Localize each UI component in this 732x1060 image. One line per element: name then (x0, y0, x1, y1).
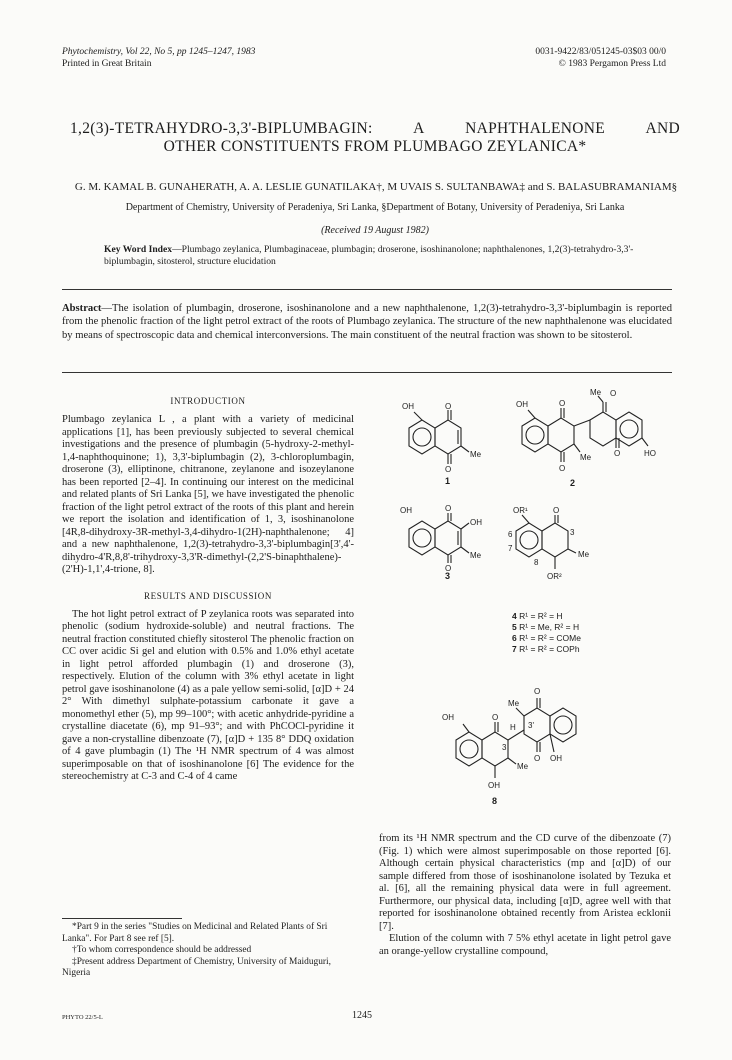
title-part-2: A (413, 120, 425, 137)
s3-oh-left: OH (400, 506, 412, 515)
footnote-3: ‡Present address Department of Chemistry, University of Maiduguri, Nigeria (62, 956, 331, 978)
s3-o-bottom: O (445, 564, 452, 573)
def-4: 4 R¹ = R² = H (512, 611, 563, 621)
title-part-4: AND (645, 120, 680, 137)
s2-me-mid: Me (580, 453, 592, 462)
def-7: 7 R¹ = R² = COPh (512, 644, 580, 654)
s1-oh: OH (402, 402, 414, 411)
structure-8-label: 8 (492, 796, 498, 806)
s8-o-left: O (492, 713, 499, 722)
s8-oh: OH (442, 713, 454, 722)
footnote-1: *Part 9 in the series "Studies on Medicinal and Related Plants of Sri Lanka". For Part 8 see ref [5]. (62, 922, 328, 944)
keywords (104, 244, 644, 268)
s3-me: Me (470, 551, 482, 560)
article-code: 0031-9422/83/051245-03$03 00/0 (535, 47, 666, 57)
page-number: 1245 (352, 1010, 372, 1021)
structure-2-label: 2 (570, 478, 576, 488)
footnote-2: †To whom correspondence should be addressed (72, 945, 252, 955)
right-column (379, 833, 671, 958)
results-heading: RESULTS AND DISCUSSION (144, 590, 272, 601)
introduction-heading: INTRODUCTION (170, 396, 246, 406)
s1-o-top: O (445, 402, 452, 411)
svg-text:3: 3 (570, 528, 575, 537)
left-column (62, 396, 354, 784)
keywords-text: —Plumbago zeylanica, Plumbaginaceae, plumbagin; droserone, isoshinanolone; naphthalenones, 1,2(3)-tetrahydro-3,3'-biplumbagin, sitosterol, structure elucidation (104, 244, 634, 267)
s2-ho: HO (644, 449, 656, 458)
s8-o-mid: O (534, 754, 541, 763)
abstract-label: Abstract (62, 303, 102, 314)
right-column-text: from its ¹H NMR spectrum and the CD curve of the dibenzoate (7) (Fig. 1) which were almost superimposable on those reported [6]. Although certain physical characteristics (mp and [α]D) of our sample differed from those of isoshinanolone isolated by Tezuka et al. [6], all the remaining physical data were in full agreement. Furthermore, our physical data, including [α]D, agree well with that reported for isoshinanolone obtained recently from Aristea ecklonii [7]. (379, 833, 671, 932)
s8-o-top: O (534, 687, 541, 696)
abstract (62, 302, 672, 342)
svg-text:3': 3' (528, 721, 534, 730)
s1-me: Me (470, 450, 482, 459)
footnote-rule (62, 918, 182, 919)
s2-o-left: O (559, 399, 566, 408)
structure-1-label: 1 (445, 476, 451, 486)
s3-o-top: O (445, 505, 452, 513)
footnotes (62, 922, 354, 980)
structure-1 (384, 400, 494, 488)
s1-o-bottom: O (445, 465, 452, 474)
s8-me-bottom: Me (517, 762, 529, 771)
svg-text:7: 7 (508, 544, 513, 553)
s2-o-top: O (610, 389, 617, 398)
s4-or1: OR¹ (513, 506, 528, 515)
keywords-label: Key Word Index (104, 244, 173, 255)
s4-o: O (553, 506, 560, 515)
affiliation: Department of Chemistry, University of Peradeniya, Sri Lanka, §Department of Botany, University of Peradeniya, Sri Lanka (125, 202, 625, 213)
rule-top (62, 289, 672, 290)
article-title (70, 120, 680, 156)
page-code: PHYTO 22/5-L (62, 1014, 103, 1021)
printed-in: Printed in Great Britain (62, 59, 152, 69)
def-6: 6 R¹ = R² = COMe (512, 633, 581, 643)
s2-oh: OH (516, 400, 528, 409)
svg-text:3: 3 (502, 743, 507, 752)
authors: G. M. KAMAL B. GUNAHERATH, A. A. LESLIE GUNATILAKA†, M UVAIS S. SULTANBAWA‡ and S. BALASUBRAMANIAM§ (74, 181, 678, 193)
title-part-3: NAPHTHALENONE (465, 120, 606, 137)
s8-oh-bottom: OH (488, 781, 500, 790)
received-date: (Received 19 August 1982) (321, 225, 429, 236)
rule-bottom (62, 372, 672, 373)
publisher-header (535, 46, 666, 70)
s2-o-right: O (614, 449, 621, 458)
s4-me: Me (578, 550, 590, 559)
results-text: The hot light petrol extract of P zeylanica roots was separated into phenolic (sodium hydroxide-soluble) and neutral fractions. The neutral fraction constituted chiefly sitosterol The phenolic fraction on CC over acidic Si gel and elution with 0.5% and 1.0% ethyl acetate in light petrol afforded plumbagin (1) and droserone (3), respectively. Elution of the column with 3% ethyl acetate in light petrol gave isoshinanolone (4) as a pale yellow semi-solid, [α]D + 24 2° With dimethyl sulphate-potassium carbonate it gave a monomethyl ether (5), mp 99–100°; with acetic anhydride-pyridine a crystalline diacetate (6), mp 91–93°; and with PhCOCl-pyridine it gave a non-crystalline dibenzoate (7), [α]D + 135 8° DDQ oxidation of 4 gave plumbagin (1) The ¹H NMR spectrum of 4 was almost superimposable on that of isoshinanolone [6] The evidence for the stereochemistry at C-3 and C-4 of 4 came (62, 608, 354, 782)
s4-or2: OR² (547, 572, 562, 581)
structure-8 (436, 668, 616, 808)
structure-4-7 (500, 505, 610, 601)
journal-header (62, 46, 255, 70)
svg-text:8: 8 (534, 558, 539, 567)
structure-3-label: 3 (445, 571, 451, 581)
s8-h: H (510, 723, 516, 732)
s2-o-bottom: O (559, 464, 566, 473)
svg-text:6: 6 (508, 530, 513, 539)
s8-oh-right: OH (550, 754, 562, 763)
title-part-1: 1,2(3)-TETRAHYDRO-3,3'-BIPLUMBAGIN: (70, 120, 373, 137)
title-line-2: OTHER CONSTITUENTS FROM PLUMBAGO ZEYLANICA* (163, 138, 587, 155)
def-5: 5 R¹ = Me, R² = H (512, 622, 580, 632)
substituent-definitions (512, 611, 581, 655)
introduction-text: Plumbago zeylanica L , a plant with a variety of medicinal applications [1], has been previously subjected to several chemical investigations and the presence of plumbagin (5-hydroxy-2-methyl-1,4-naphthoquinone; 1), 3,3'-biplumbagin (2), 3-chloroplumbagin, droserone (3), elliptinone, chitranone, zeylanone and isozeylanone has been reported [2–4]. In continuing our interest on the medicinal and related plants of Sri Lanka [5], we have investigated the phenolic fraction of the light petrol extract of the roots of this plant and herein we report the isolation and identification of 1, 3, isoshinanolone [4R,8-dihydroxy-3R-methyl-3,4-dihydro-1(2H)-naphthalenone; 4] and a new naphthalenone, 1,2(3)-tetrahydro-3,3'-biplumbagin[3',4'-dihydro-4'R,8,8'-trihydroxy-3,3'R-dimethyl-(2,2'S-binaphthalene)-(2'H)-1,1',4-trione, 8]. (62, 414, 354, 575)
right-column-text-2: Elution of the column with 7 5% ethyl acetate in light petrol gave an orange-yellow crystalline compound, (379, 933, 671, 957)
s3-oh-right: OH (470, 518, 482, 527)
s8-me-top: Me (508, 699, 520, 708)
journal-citation: Phytochemistry, Vol 22, No 5, pp 1245–1247, 1983 (62, 47, 256, 57)
structure-3 (384, 505, 494, 587)
copyright: © 1983 Pergamon Press Ltd (558, 59, 666, 69)
s2-me-top: Me (590, 388, 602, 397)
abstract-text: —The isolation of plumbagin, droserone, isoshinanolone and a new naphthalenone, 1,2(3)-tetrahydro-3,3'-biplumbagin is reported from the phenolic fraction of the light petrol extract of the roots of Plumbago zeylanica. The structure of the new naphthalenone was elucidated by means of spectroscopic data and chemical interconversions. The main constituent of the neutral fraction was shown to be sitosterol. (62, 303, 672, 341)
structure-2 (510, 386, 670, 490)
